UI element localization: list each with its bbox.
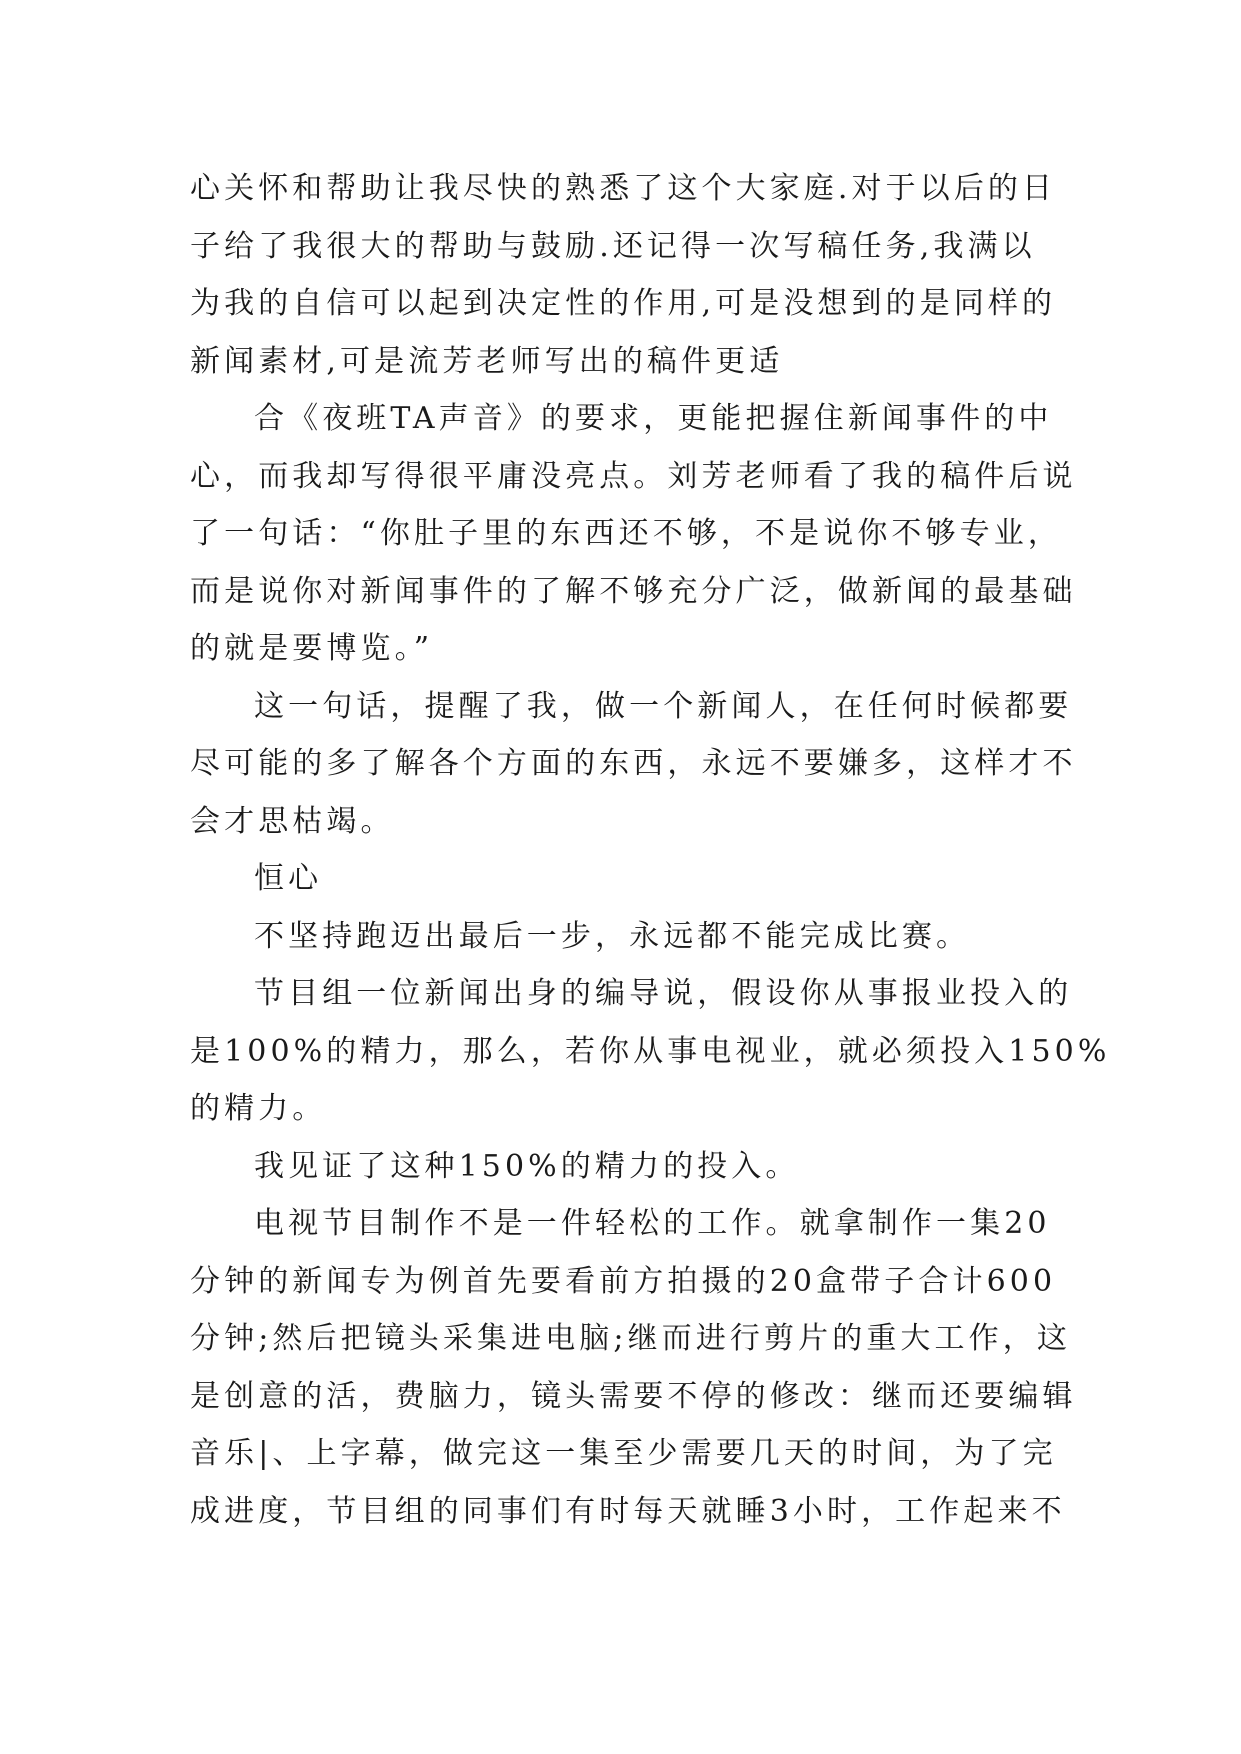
text-line: 电视节目制作不是一件轻松的工作。就拿制作一集20 <box>254 1206 1051 1241</box>
text-line: 分钟;然后把镜头采集进电脑;继而进行剪片的重大工作，这 <box>190 1321 1071 1356</box>
section-heading: 恒心 <box>254 861 323 896</box>
text-line: 这一句话，提醒了我，做一个新闻人，在任何时候都要 <box>254 688 1073 724</box>
text-line: 新闻素材,可是流芳老师写出的稿件更适 <box>190 343 784 379</box>
text-line: 是100%的精力，那么，若你从事电视业，就必须投入150% <box>190 1033 1111 1069</box>
text-line: 会才思枯竭。 <box>190 803 395 839</box>
text-line: 我见证了这种150%的精力的投入。 <box>254 1148 800 1184</box>
body-text <box>190 160 1111 1540</box>
text-line: 分钟的新闻专为例首先要看前方拍摄的20盒带子合计600 <box>190 1263 1057 1299</box>
text-line: 心关怀和帮助让我尽快的熟悉了这个大家庭.对于以后的日 <box>190 171 1057 206</box>
text-line: 的精力。 <box>190 1091 327 1126</box>
text-line: 成进度，节目组的同事们有时每天就睡3小时，工作起来不 <box>190 1493 1066 1529</box>
text-line: 而是说你对新闻事件的了解不够充分广泛，做新闻的最基础 <box>190 573 1077 609</box>
text-line: 的就是要博览。” <box>190 631 434 666</box>
text-line: 了一句话：“你肚子里的东西还不够，不是说你不够专业， <box>190 516 1062 551</box>
text-line: 是创意的活，费脑力，镜头需要不停的修改：继而还要编辑 <box>190 1378 1077 1414</box>
text-line: 为我的自信可以起到决定性的作用,可是没想到的是同样的 <box>190 286 1057 321</box>
text-line: 尽可能的多了解各个方面的东西，永远不要嫌多，这样才不 <box>190 746 1077 781</box>
text-line: 子给了我很大的帮助与鼓励.还记得一次写稿任务,我满以 <box>190 228 1036 264</box>
text-line: 不坚持跑迈出最后一步，永远都不能完成比赛。 <box>254 918 971 954</box>
text-line: 节目组一位新闻出身的编导说，假设你从事报业投入的 <box>254 976 1073 1011</box>
text-line: 音乐|、上字幕，做完这一集至少需要几天的时间，为了完 <box>190 1436 1057 1471</box>
text-line: 心，而我却写得很平庸没亮点。刘芳老师看了我的稿件后说 <box>190 458 1077 494</box>
text-line: 合《夜班TA声音》的要求，更能把握住新闻事件的中 <box>254 401 1053 436</box>
